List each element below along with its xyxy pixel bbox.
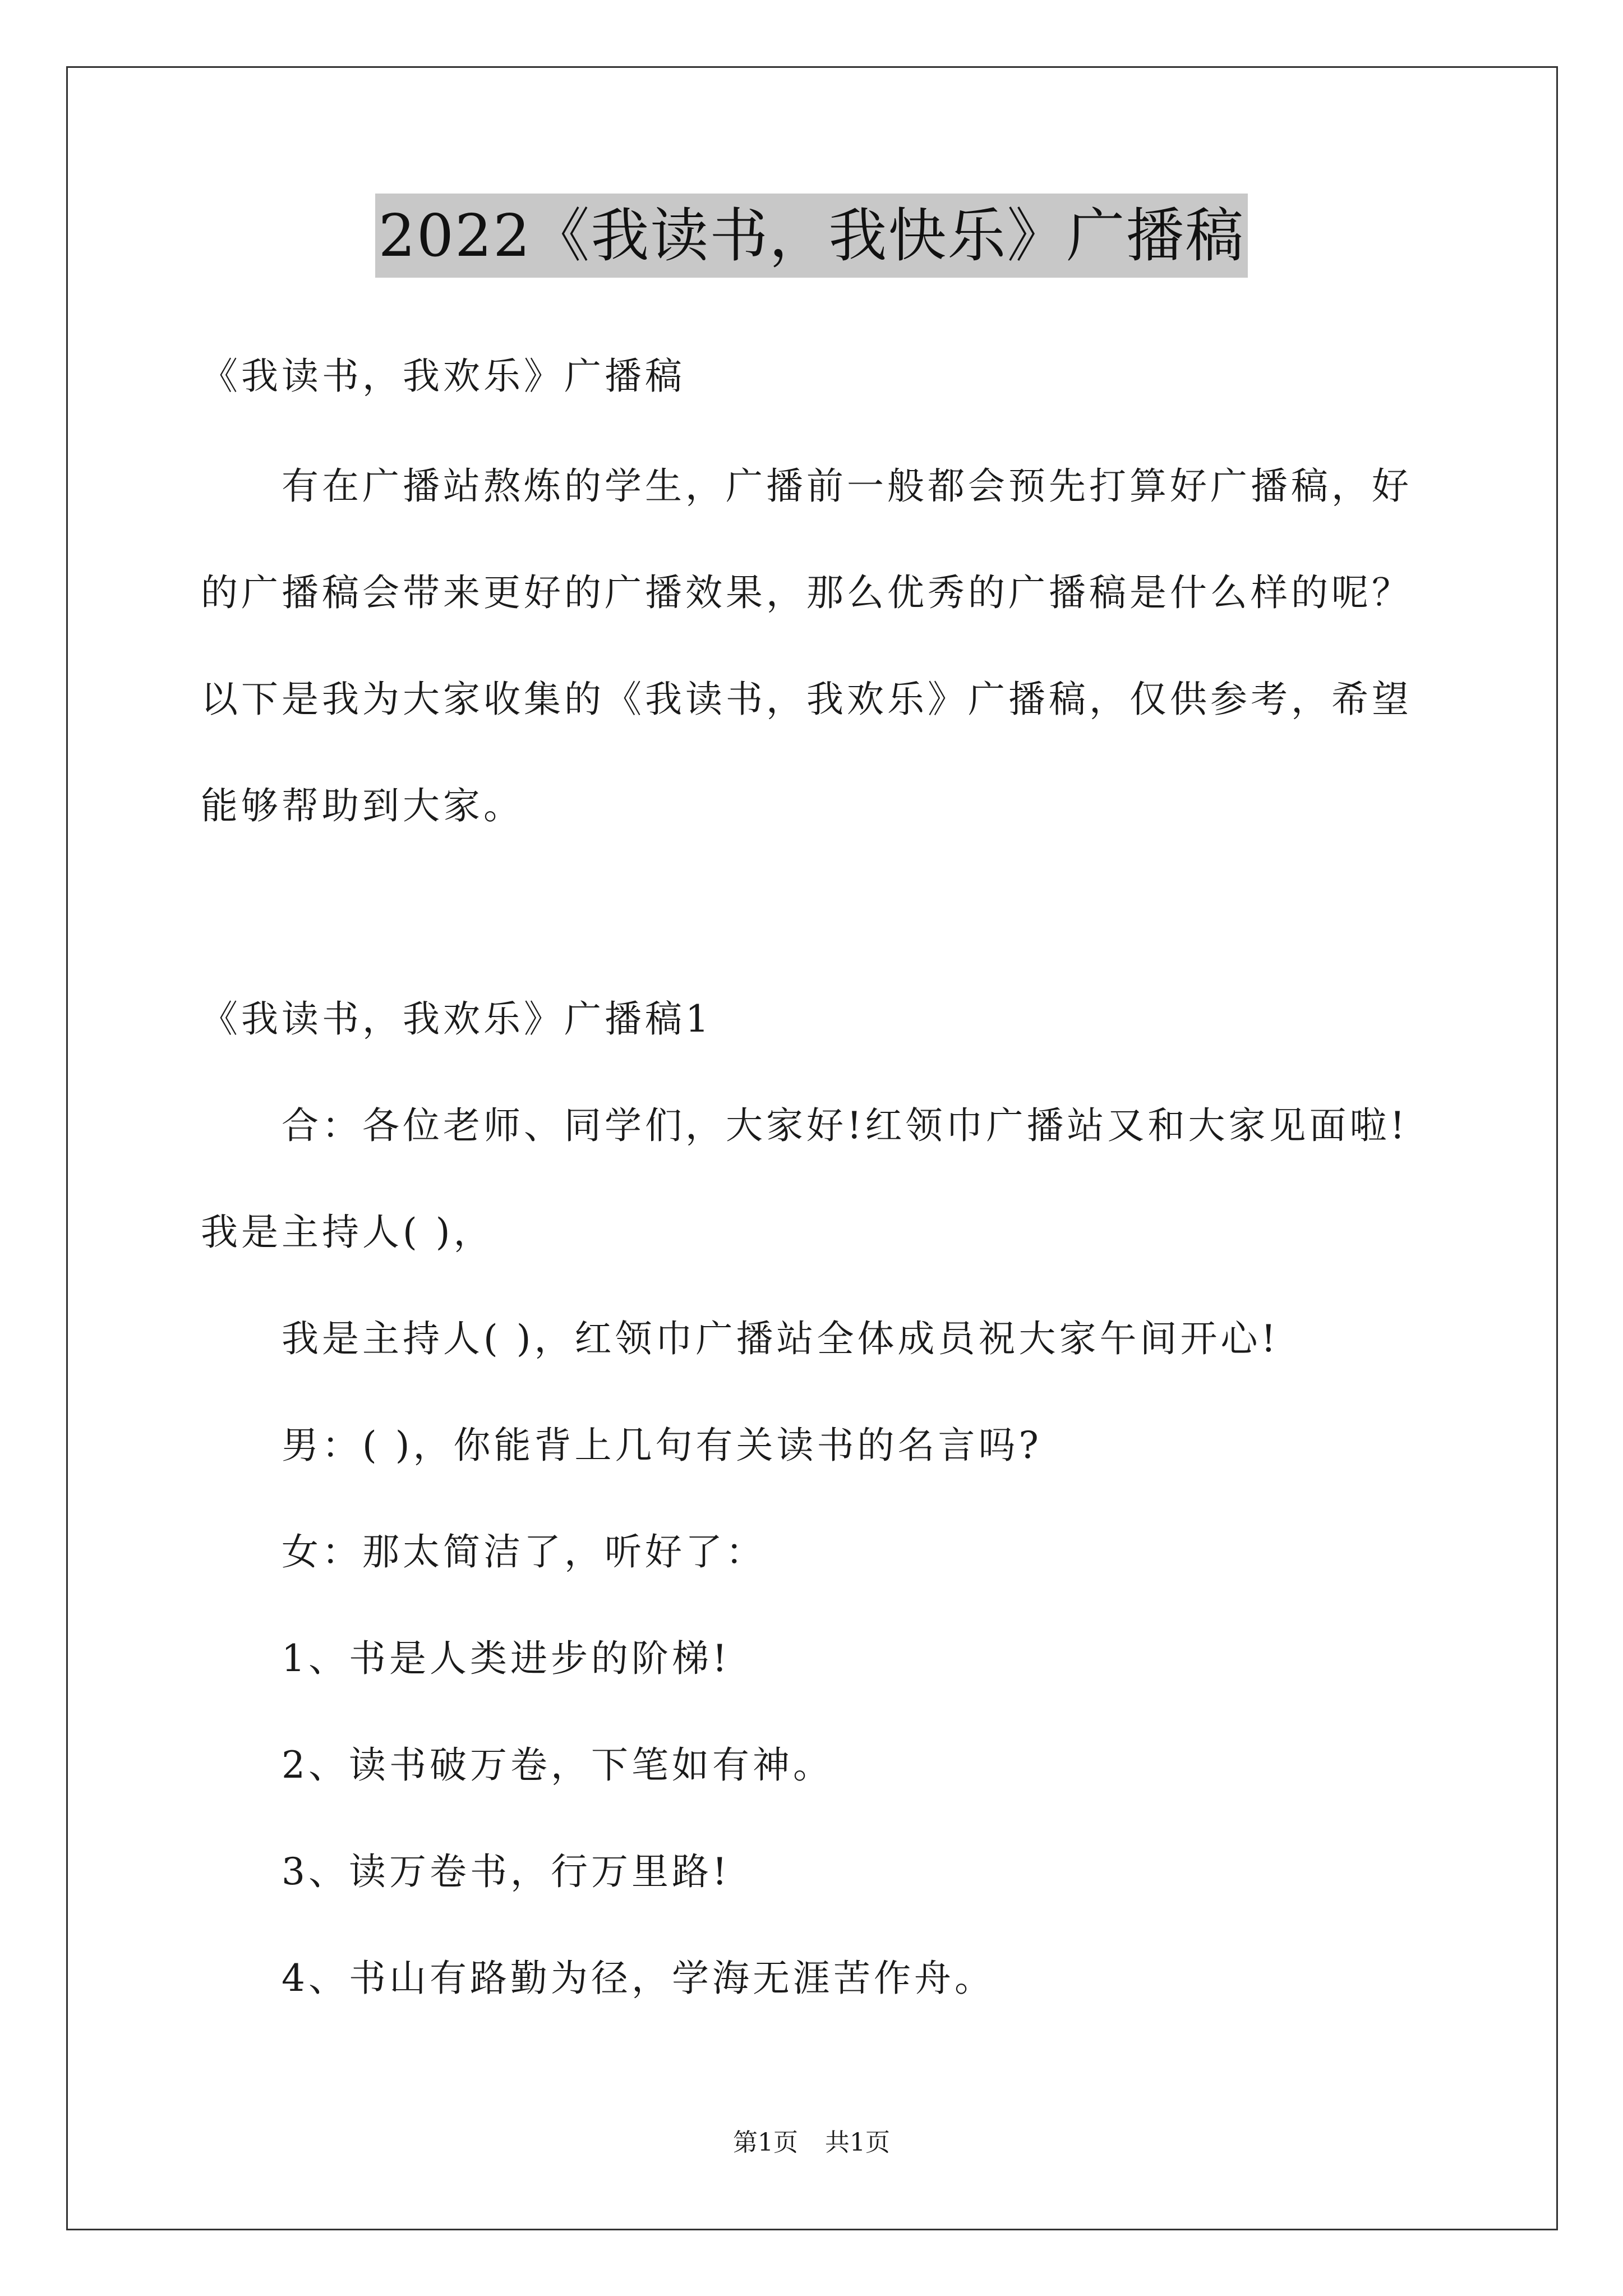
body-line: 我是主持人( )，红领巾广播站全体成员祝大家午间开心! [201, 1317, 1279, 1360]
body-line: 的广播稿会带来更好的广播效果，那么优秀的广播稿是什么样的呢？ [201, 571, 1412, 614]
body-line: 以下是我为大家收集的《我读书，我欢乐》广播稿，仅供参考，希望 [201, 678, 1412, 721]
page-footer [0, 2126, 1623, 2160]
title-container [0, 194, 1623, 278]
page-total: 共1页 [825, 2128, 890, 2157]
page-number: 第1页 [733, 2128, 798, 2157]
list-item: 3、读万卷书，行万里路! [201, 1850, 731, 1893]
body-line: 合：各位老师、同学们，大家好!红领巾广播站又和大家见面啦! [201, 1104, 1409, 1147]
body-line: 有在广播站熬炼的学生，广播前一般都会预先打算好广播稿，好 [201, 464, 1412, 508]
list-item: 2、读书破万卷，下笔如有神。 [201, 1743, 833, 1787]
body-line: 我是主持人( )， [201, 1211, 494, 1254]
body-line: 男：( )，你能背上几句有关读书的名言吗? [201, 1424, 1042, 1467]
document-title: 2022《我读书，我快乐》广播稿 [375, 194, 1248, 278]
list-item: 4、书山有路勤为径，学海无涯苦作舟。 [201, 1957, 995, 2000]
body-line: 能够帮助到大家。 [201, 784, 524, 827]
subtitle-line: 《我读书，我欢乐》广播稿 [201, 355, 685, 398]
section-heading: 《我读书，我欢乐》广播稿1 [201, 997, 712, 1041]
list-item: 1、书是人类进步的阶梯! [201, 1637, 731, 1680]
body-line: 女：那太简洁了，听好了： [201, 1530, 766, 1573]
